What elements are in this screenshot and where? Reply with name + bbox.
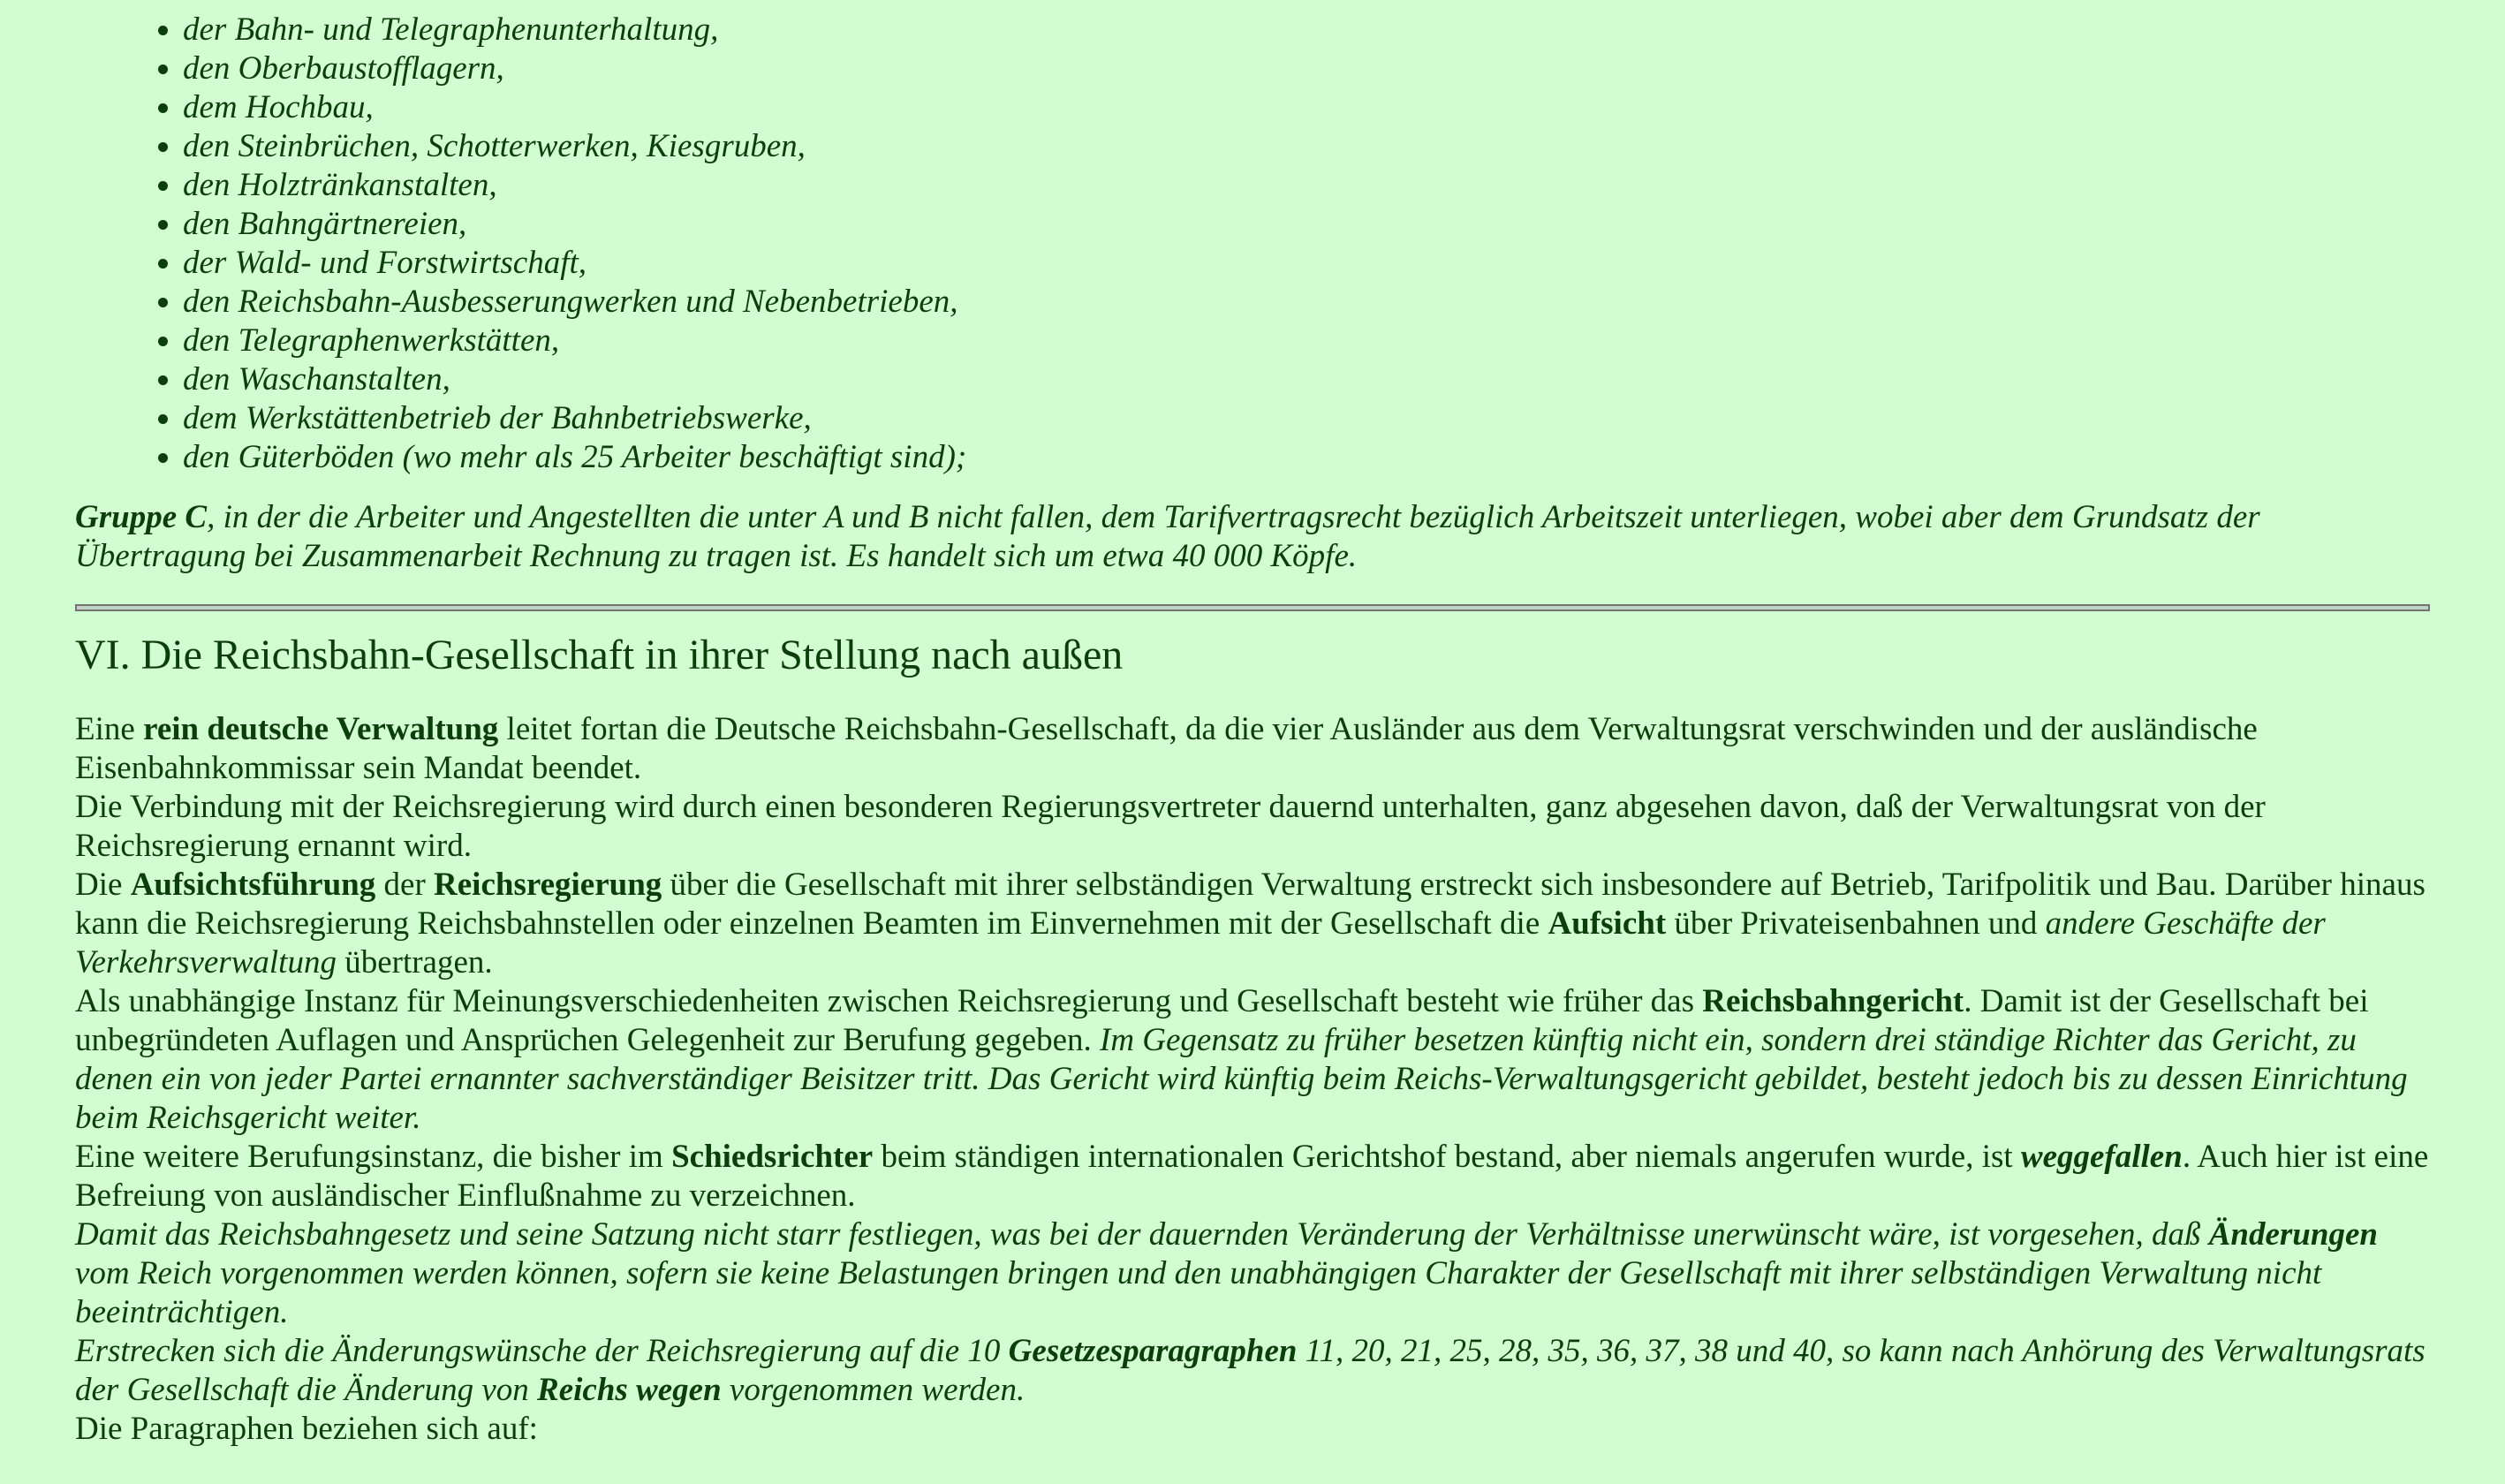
list-item: • den Telegraphenwerkstätten,: [183, 322, 2430, 360]
paragraph-deutsche-verwaltung: [75, 710, 2430, 788]
text-run: Reichs wegen: [537, 1372, 722, 1408]
text-run: Reichsregierung: [434, 867, 662, 903]
text-run: 11, 20, 21, 25, 28, 35, 36, 37, 38 und 40, so kann nach Anhörung des Verwaltungsrats der Gesellschaft die Änderung von: [75, 1333, 2426, 1408]
text-run: Gesetzesparagraphen: [1008, 1333, 1298, 1369]
text-run: Die Paragraphen beziehen sich auf:: [75, 1411, 538, 1447]
text-run: beim ständigen internationalen Gerichtshof bestand, aber niemals angerufen wurde, ist: [873, 1139, 2021, 1175]
text-run: Reichsbahngericht: [1702, 983, 1964, 1019]
text-run: übertragen.: [336, 944, 493, 980]
text-run: vorgenommen werden.: [721, 1372, 1025, 1408]
text-run: Als unabhängige Instanz für Meinungsverschiedenheiten zwischen Reichsregierung und Gesellschaft besteht wie früher das: [75, 983, 1703, 1019]
text-run: vom Reich vorgenommen werden können, sofern sie keine Belastungen bringen und den unabhängigen Charakter der Gesellschaft mit ihrer selbständigen Verwaltung nicht beeinträchtigen.: [75, 1255, 2322, 1330]
list-item: • den Bahngärtnereien,: [183, 205, 2430, 244]
text-run: leitet fortan die Deutsche Reichsbahn-Gesellschaft, da die vier Ausländer aus dem Verwaltungsrat verschwinden und der ausländische Eisenbahnkommissar sein Mandat beendet.: [75, 711, 2258, 786]
text-run: der: [375, 867, 435, 903]
section-divider: [75, 604, 2430, 611]
text-run: Erstrecken sich die Änderungswünsche der Reichsregierung auf die 10: [75, 1333, 1009, 1369]
text-run: Eine weitere Berufungsinstanz, die bisher im: [75, 1139, 672, 1175]
text-run: . Auch hier ist eine Befreiung von ausländischer Einflußnahme zu verzeichnen.: [75, 1139, 2429, 1214]
section-heading: VI. Die Reichsbahn-Gesellschaft in ihrer Stellung nach außen: [75, 632, 1124, 678]
text-run: Aufsichtsführung: [130, 867, 376, 903]
paragraph-aufsichtsfuehrung: [75, 866, 2430, 982]
department-list: [75, 11, 2430, 477]
text-run: Eine: [75, 711, 144, 747]
text-run: rein deutsche Verwaltung: [143, 711, 499, 747]
list-item: • den Oberbaustofflagern,: [183, 49, 2430, 88]
paragraph-gesetzesparagraphen: [75, 1332, 2430, 1410]
text-run: weggefallen: [2020, 1139, 2183, 1175]
paragraph-reichsbahngericht: [75, 982, 2430, 1138]
list-item: • den Waschanstalten,: [183, 360, 2430, 399]
text-run: Aufsicht: [1548, 905, 1667, 942]
text-run: andere Geschäfte der Verkehrsverwaltung: [75, 905, 2326, 980]
list-item: • den Güterböden (wo mehr als 25 Arbeiter beschäftigt sind);: [183, 438, 2430, 477]
list-item: • den Steinbrüchen, Schotterwerken, Kiesgruben,: [183, 127, 2430, 166]
text-run: über die Gesellschaft mit ihrer selbständigen Verwaltung erstreckt sich insbesondere auf Betrieb, Tarifpolitik und Bau. Darüber hinaus kann die Reichsregierung Reichsbahnstellen oder einzelnen Beamten im Einvernehmen mit der Gesellschaft die: [75, 867, 2426, 942]
paragraph-paragraphen-bezug: [75, 1410, 2430, 1449]
text-run: über Privateisenbahnen und: [1666, 905, 2046, 942]
list-item: • den Holztränkanstalten,: [183, 166, 2430, 205]
paragraph-verbindung-reichsregierung: [75, 788, 2430, 866]
list-item: • der Bahn- und Telegraphenunterhaltung,: [183, 11, 2430, 49]
text-run: Änderungen: [2208, 1216, 2378, 1253]
paragraph-schiedsrichter: [75, 1138, 2430, 1215]
text-run: Die Verbindung mit der Reichsregierung wird durch einen besonderen Regierungsvertreter dauernd unterhalten, ganz abgesehen davon, daß der Verwaltungsrat von der Reichsregierung ernannt wird.: [75, 789, 2266, 864]
text-run: Im Gegensatz zu früher besetzen künftig nicht ein, sondern drei ständige Richter das Gericht, zu denen ein von jeder Partei ernannter sachverständiger Beisitzer tritt. Das Gericht wird künftig beim Reichs-Verwaltungsgericht gebildet, besteht jedoch bis zu dessen Einrichtung beim Reichsgericht weiter.: [75, 1022, 2408, 1136]
text-run: Gruppe C: [75, 499, 208, 535]
list-item: • der Wald- und Forstwirtschaft,: [183, 244, 2430, 283]
text-run: , in der die Arbeiter und Angestellten die unter A und B nicht fallen, dem Tarifvertragsrecht bezüglich Arbeitszeit unterliegen, wobei aber dem Grundsatz der Übertragung bei Zusammenarbeit Rechnung zu tragen ist. Es handelt sich um etwa 40 000 Köpfe.: [75, 499, 2260, 574]
list-item: • den Reichsbahn-Ausbesserungwerken und Nebenbetrieben,: [183, 283, 2430, 322]
text-run: . Damit ist der Gesellschaft bei unbegründeten Auflagen und Ansprüchen Gelegenheit zur Berufung gegeben.: [75, 983, 2369, 1058]
gruppe-c-paragraph: [75, 498, 2430, 576]
text-run: Schiedsrichter: [671, 1139, 874, 1175]
list-item: • dem Hochbau,: [183, 88, 2430, 127]
body-text: [75, 710, 2430, 1449]
list-item: • dem Werkstättenbetrieb der Bahnbetriebswerke,: [183, 399, 2430, 438]
text-run: Die: [75, 867, 131, 903]
text-run: Damit das Reichsbahngesetz und seine Satzung nicht starr festliegen, was bei der dauernden Veränderung der Verhältnisse unerwünscht wäre, ist vorgesehen, daß: [75, 1216, 2209, 1253]
paragraph-aenderungen: [75, 1215, 2430, 1332]
